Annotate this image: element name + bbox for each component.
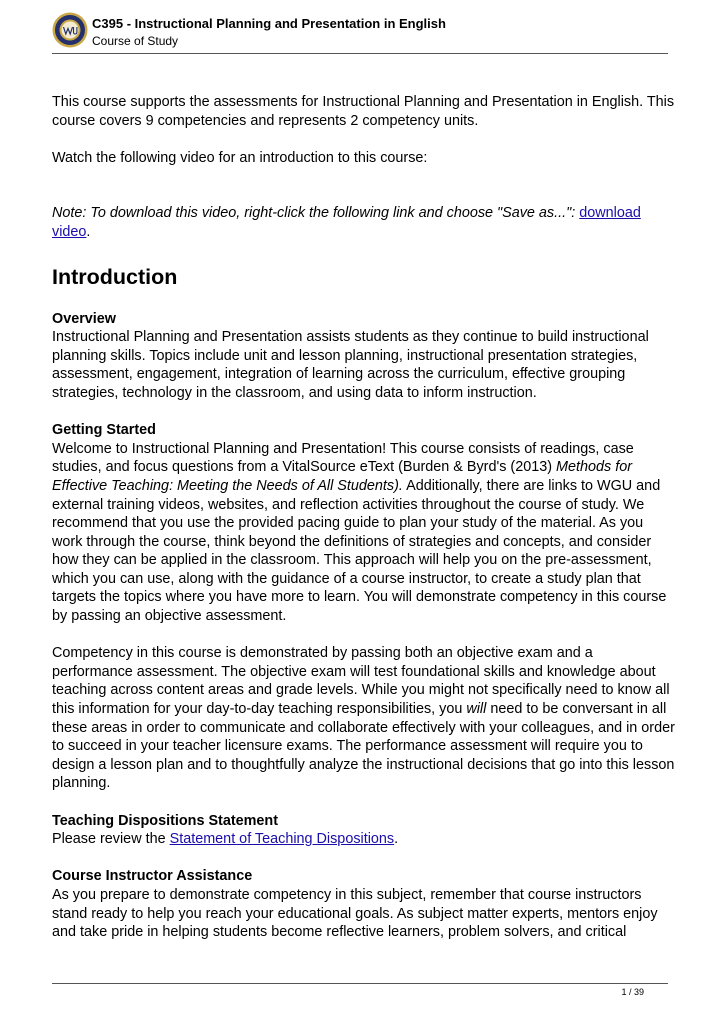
getting-started-heading: Getting Started	[52, 422, 156, 439]
competency-emphasis: will	[466, 701, 487, 718]
video-intro-text: Watch the following video for an introduction to this course:	[52, 149, 428, 166]
overview-heading: Overview	[52, 310, 116, 327]
document-body	[52, 93, 676, 942]
dispositions-lead: Please review the	[52, 831, 170, 848]
dispositions-heading: Teaching Dispositions Statement	[52, 812, 279, 829]
dispositions-end: .	[394, 831, 399, 848]
getting-started-text-a: Welcome to Instructional Planning and Presentation! This course consists of readings, case studies, and focus questions from a VitalSource eText (Burden & Byrd's (2013)	[52, 440, 634, 476]
intro-paragraph: This course supports the assessments for Instructional Planning and Presentation in English. This course covers 9 competencies and represents 2 competency units.	[52, 94, 675, 129]
university-seal-logo	[52, 12, 88, 48]
section-heading-introduction: Introduction	[52, 264, 178, 289]
book-title: Methods for Effective Teaching: Meeting the Needs of All Students).	[52, 459, 633, 494]
course-subtitle: Course of Study	[92, 34, 179, 48]
competency-text-b: need to be conversant in all these areas in order to communicate and collaborate effectively with your colleagues, and in order to succeed in your teacher licensure exams. The performance assessment will require you to design a lesson plan and to thoughtfully analyze the instructional decisions that go into this lesson planning.	[52, 701, 675, 792]
overview-text: Instructional Planning and Presentation assists students as they continue to build instructional planning skills. Topics include unit and lesson planning, instructional presentation strategies, assessment, engagement, integration of learning across the curriculum, effective grouping strategies, technology in the classroom, and using data to inform instruction.	[52, 329, 649, 401]
download-note-text: Note: To download this video, right-click the following link and choose "Save as...":	[52, 205, 580, 222]
competency-text	[52, 644, 676, 793]
download-note-end: .	[86, 223, 91, 240]
dispositions-link[interactable]: Statement of Teaching Dispositions	[169, 831, 395, 848]
dispositions-text	[52, 830, 676, 849]
footer-divider	[52, 983, 668, 984]
download-video-link[interactable]: download video	[52, 205, 641, 240]
course-title: C395 - Instructional Planning and Presentation in English	[92, 16, 446, 31]
instructor-heading: Course Instructor Assistance	[52, 868, 253, 885]
instructor-text: As you prepare to demonstrate competency in this subject, remember that course instructors stand ready to help you reach your educational goals. As subject matter experts, mentors enjoy and take pride in helping students become reflective learners, problem solvers, and critical	[52, 886, 658, 941]
competency-text-a: Competency in this course is demonstrated by passing both an objective exam and a performance assessment. The objective exam will test foundational skills and knowledge about teaching across content areas and grade levels. While you might not specifically need to know all this information for your day-to-day teaching responsibilities, you	[52, 645, 670, 718]
getting-started-text-b: Additionally, there are links to WGU and external training videos, websites, and reflection activities throughout the course of study. We recommend that you use the provided pacing guide to plan your study of the material. As you work through the course, think beyond the definitions of strategies and concepts, and consider how they can be applied in the classroom. This approach will help you on the pre-assessment, which you can use, along with the guidance of a course instructor, to create a study plan that targets the topics where you have more to learn. You will demonstrate competency in this course by passing an objective assessment.	[52, 477, 667, 625]
page-number: 1 / 39	[621, 987, 644, 997]
header-divider	[52, 53, 668, 54]
download-note	[52, 204, 676, 241]
getting-started-text	[52, 440, 676, 626]
